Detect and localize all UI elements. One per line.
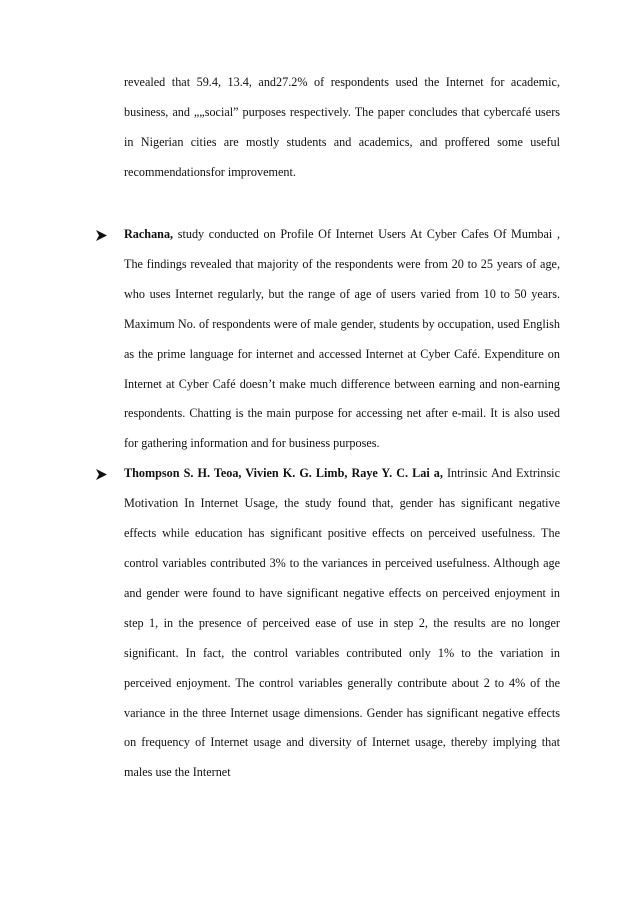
bullet-author-thompson: Thompson S. H. Teoa, Vivien K. G. Limb, Raye Y. C. Lai a, xyxy=(124,466,443,481)
intro-paragraph: revealed that 59.4, 13.4, and27.2% of respondents used the Internet for academic, business, and „„social” purposes respectively. The paper concludes that cybercafé users in Nigerian cities are mostly students and academics, and proffered some useful recommendationsfor improvement. xyxy=(124,75,560,179)
arrowhead-bullet-icon xyxy=(96,220,110,250)
arrowhead-bullet-icon xyxy=(96,459,110,489)
bullet-item-rachana xyxy=(96,220,560,459)
bullet-item-thompson xyxy=(96,459,560,788)
bullet-text-thompson: Intrinsic And Extrinsic Motivation In Internet Usage, the study found that, gender has significant negative effects while education has significant positive effects on perceived usefulness. The control variables contributed 3% to the variances in perceived usefulness. Although age and gender were found to have significant negative effects on perceived enjoyment in step 1, in the presence of perceived ease of use in step 2, the results are no longer significant. In fact, the control variables contributed only 1% to the variation in perceived enjoyment. The control variables generally contribute about 2 to 4% of the variance in the three Internet usage dimensions. Gender has significant negative effects on frequency of Internet usage and diversity of Internet usage, thereby implying that males use the Internet xyxy=(124,466,560,780)
bullet-text-rachana: study conducted on Profile Of Internet Users At Cyber Cafes Of Mumbai , The findings revealed that majority of the respondents were from 20 to 25 years of age, who uses Internet regularly, but the range of age of users varied from 10 to 50 years. Maximum No. of respondents were of male gender, students by occupation, used English as the prime language for internet and accessed Internet at Cyber Café. Expenditure on Internet at Cyber Café doesn’t make much difference between earning and non-earning respondents. Chatting is the main purpose for accessing net after e-mail. It is also used for gathering information and for business purposes. xyxy=(124,227,560,451)
literature-bullet-list xyxy=(96,220,560,788)
bullet-author-rachana: Rachana, xyxy=(124,227,174,241)
